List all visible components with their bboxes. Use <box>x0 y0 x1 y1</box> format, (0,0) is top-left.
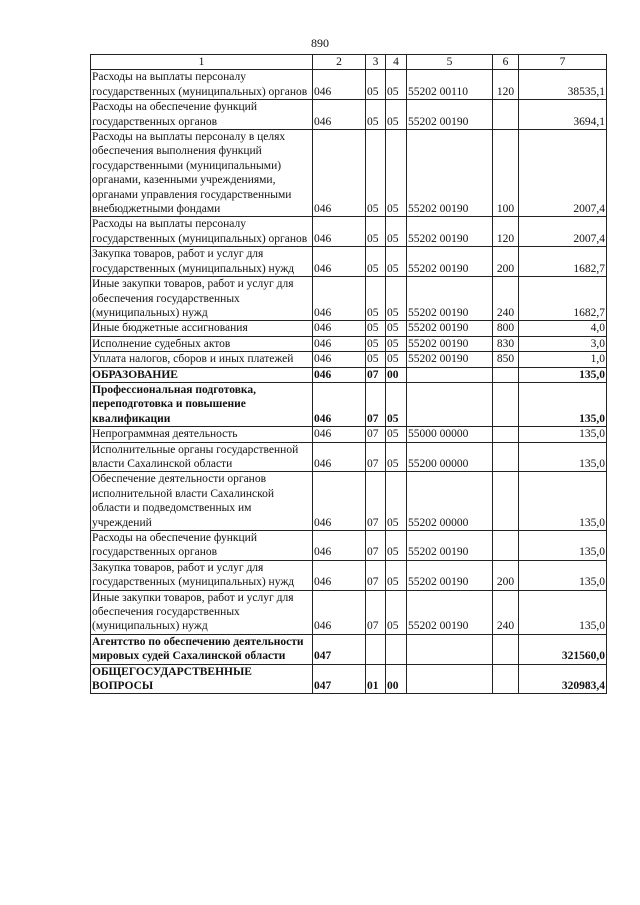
cell-target-article: 55202 00000 <box>407 472 493 531</box>
cell-target-article: 55000 00000 <box>407 427 493 442</box>
cell-expense-type <box>493 634 519 664</box>
table-row <box>91 664 607 694</box>
cell-section: 05 <box>366 336 386 351</box>
cell-name: Непрограммная деятельность <box>91 427 313 442</box>
cell-ministry-code: 046 <box>313 531 366 561</box>
cell-name: Закупка товаров, работ и услуг для государственных (муниципальных) нужд <box>91 247 313 277</box>
cell-amount: 135,0 <box>519 442 607 472</box>
cell-amount: 135,0 <box>519 472 607 531</box>
table-row <box>91 382 607 426</box>
cell-subsection: 05 <box>386 560 407 590</box>
cell-expense-type <box>493 664 519 694</box>
cell-name: Обеспечение деятельности органов исполнительной власти Сахалинской области и подведомственных им учреждений <box>91 472 313 531</box>
cell-target-article: 55202 00110 <box>407 70 493 100</box>
cell-name: Профессиональная подготовка, переподготовка и повышение квалификации <box>91 382 313 426</box>
cell-expense-type: 200 <box>493 247 519 277</box>
cell-ministry-code: 047 <box>313 634 366 664</box>
cell-section: 07 <box>366 560 386 590</box>
cell-name: Расходы на выплаты персоналу в целях обеспечения выполнения функций государственными (муниципальными) органами, казенными учреждениями, органами управления государственными внебюджетными фондами <box>91 130 313 217</box>
cell-subsection: 05 <box>386 277 407 321</box>
cell-expense-type <box>493 100 519 130</box>
cell-subsection: 05 <box>386 130 407 217</box>
table-row <box>91 427 607 442</box>
cell-ministry-code: 046 <box>313 442 366 472</box>
cell-amount: 135,0 <box>519 427 607 442</box>
cell-target-article <box>407 664 493 694</box>
cell-ministry-code: 046 <box>313 560 366 590</box>
cell-amount: 135,0 <box>519 560 607 590</box>
cell-section: 07 <box>366 382 386 426</box>
header-row <box>91 55 607 70</box>
cell-amount: 2007,4 <box>519 217 607 247</box>
table-row <box>91 247 607 277</box>
cell-amount: 2007,4 <box>519 130 607 217</box>
header-col-2: 2 <box>313 55 366 70</box>
cell-amount: 38535,1 <box>519 70 607 100</box>
cell-name: Исполнительные органы государственной власти Сахалинской области <box>91 442 313 472</box>
cell-amount: 135,0 <box>519 382 607 426</box>
cell-name: Иные закупки товаров, работ и услуг для обеспечения государственных (муниципальных) нужд <box>91 277 313 321</box>
cell-amount: 1682,7 <box>519 277 607 321</box>
cell-section: 07 <box>366 427 386 442</box>
cell-name: Иные закупки товаров, работ и услуг для обеспечения государственных (муниципальных) нужд <box>91 590 313 634</box>
cell-target-article: 55202 00190 <box>407 321 493 336</box>
table-row <box>91 472 607 531</box>
cell-expense-type: 120 <box>493 70 519 100</box>
header-col-7: 7 <box>519 55 607 70</box>
table-row <box>91 130 607 217</box>
cell-amount: 320983,4 <box>519 664 607 694</box>
header-col-5: 5 <box>407 55 493 70</box>
cell-target-article: 55202 00190 <box>407 352 493 367</box>
cell-ministry-code: 046 <box>313 247 366 277</box>
table-row <box>91 590 607 634</box>
cell-target-article: 55202 00190 <box>407 590 493 634</box>
cell-name: Агентство по обеспечению деятельности мировых судей Сахалинской области <box>91 634 313 664</box>
cell-name: Закупка товаров, работ и услуг для государственных (муниципальных) нужд <box>91 560 313 590</box>
cell-subsection: 05 <box>386 217 407 247</box>
table-row <box>91 336 607 351</box>
header-col-1: 1 <box>91 55 313 70</box>
cell-target-article: 55202 00190 <box>407 247 493 277</box>
cell-expense-type: 200 <box>493 560 519 590</box>
cell-ministry-code: 046 <box>313 70 366 100</box>
cell-target-article: 55202 00190 <box>407 560 493 590</box>
cell-ministry-code: 046 <box>313 382 366 426</box>
table-row <box>91 560 607 590</box>
cell-ministry-code: 047 <box>313 664 366 694</box>
cell-target-article: 55200 00000 <box>407 442 493 472</box>
cell-ministry-code: 046 <box>313 427 366 442</box>
cell-name: ОБРАЗОВАНИЕ <box>91 367 313 382</box>
cell-subsection: 05 <box>386 100 407 130</box>
cell-target-article: 55202 00190 <box>407 217 493 247</box>
cell-expense-type: 850 <box>493 352 519 367</box>
cell-subsection <box>386 634 407 664</box>
cell-expense-type: 240 <box>493 277 519 321</box>
cell-name: Исполнение судебных актов <box>91 336 313 351</box>
cell-name: Расходы на выплаты персоналу государственных (муниципальных) органов <box>91 70 313 100</box>
cell-expense-type: 240 <box>493 590 519 634</box>
cell-section: 05 <box>366 277 386 321</box>
cell-target-article: 55202 00190 <box>407 277 493 321</box>
header-col-6: 6 <box>493 55 519 70</box>
cell-subsection: 05 <box>386 590 407 634</box>
cell-amount: 135,0 <box>519 367 607 382</box>
cell-ministry-code: 046 <box>313 217 366 247</box>
cell-subsection: 00 <box>386 367 407 382</box>
cell-section: 05 <box>366 70 386 100</box>
cell-ministry-code: 046 <box>313 100 366 130</box>
cell-ministry-code: 046 <box>313 352 366 367</box>
cell-expense-type <box>493 382 519 426</box>
cell-subsection: 05 <box>386 336 407 351</box>
cell-subsection: 05 <box>386 382 407 426</box>
table-row <box>91 634 607 664</box>
cell-section: 07 <box>366 472 386 531</box>
cell-name: Уплата налогов, сборов и иных платежей <box>91 352 313 367</box>
cell-section: 05 <box>366 247 386 277</box>
header-col-4: 4 <box>386 55 407 70</box>
budget-table <box>90 54 607 694</box>
cell-section: 05 <box>366 321 386 336</box>
table-row <box>91 367 607 382</box>
cell-amount: 4,0 <box>519 321 607 336</box>
cell-target-article <box>407 634 493 664</box>
table-row <box>91 321 607 336</box>
table-row <box>91 352 607 367</box>
cell-subsection: 05 <box>386 70 407 100</box>
table-row <box>91 70 607 100</box>
cell-section: 07 <box>366 367 386 382</box>
cell-section: 07 <box>366 442 386 472</box>
cell-target-article: 55202 00190 <box>407 130 493 217</box>
cell-amount: 135,0 <box>519 590 607 634</box>
cell-subsection: 05 <box>386 321 407 336</box>
cell-ministry-code: 046 <box>313 336 366 351</box>
cell-section: 05 <box>366 352 386 367</box>
cell-subsection: 00 <box>386 664 407 694</box>
cell-name: Расходы на обеспечение функций государственных органов <box>91 531 313 561</box>
table-row <box>91 100 607 130</box>
cell-expense-type <box>493 472 519 531</box>
cell-amount: 3,0 <box>519 336 607 351</box>
cell-name: Расходы на обеспечение функций государственных органов <box>91 100 313 130</box>
cell-target-article <box>407 367 493 382</box>
cell-amount: 321560,0 <box>519 634 607 664</box>
table-row <box>91 277 607 321</box>
cell-name: Расходы на выплаты персоналу государственных (муниципальных) органов <box>91 217 313 247</box>
header-col-3: 3 <box>366 55 386 70</box>
cell-expense-type: 830 <box>493 336 519 351</box>
cell-name: ОБЩЕГОСУДАРСТВЕННЫЕ ВОПРОСЫ <box>91 664 313 694</box>
cell-expense-type: 800 <box>493 321 519 336</box>
cell-section: 01 <box>366 664 386 694</box>
cell-subsection: 05 <box>386 472 407 531</box>
cell-expense-type <box>493 427 519 442</box>
cell-amount: 135,0 <box>519 531 607 561</box>
cell-section: 07 <box>366 531 386 561</box>
cell-target-article: 55202 00190 <box>407 336 493 351</box>
table-row <box>91 531 607 561</box>
cell-amount: 1682,7 <box>519 247 607 277</box>
cell-subsection: 05 <box>386 247 407 277</box>
cell-section: 07 <box>366 590 386 634</box>
cell-ministry-code: 046 <box>313 367 366 382</box>
cell-section: 05 <box>366 130 386 217</box>
cell-amount: 1,0 <box>519 352 607 367</box>
cell-section: 05 <box>366 100 386 130</box>
cell-target-article: 55202 00190 <box>407 100 493 130</box>
cell-section <box>366 634 386 664</box>
page-number: 890 <box>311 36 329 50</box>
cell-expense-type <box>493 367 519 382</box>
table-row <box>91 217 607 247</box>
cell-ministry-code: 046 <box>313 472 366 531</box>
cell-name: Иные бюджетные ассигнования <box>91 321 313 336</box>
cell-target-article: 55202 00190 <box>407 531 493 561</box>
table-body <box>91 70 607 694</box>
cell-ministry-code: 046 <box>313 590 366 634</box>
cell-section: 05 <box>366 217 386 247</box>
table-row <box>91 442 607 472</box>
cell-ministry-code: 046 <box>313 277 366 321</box>
cell-ministry-code: 046 <box>313 321 366 336</box>
cell-subsection: 05 <box>386 427 407 442</box>
cell-subsection: 05 <box>386 442 407 472</box>
cell-target-article <box>407 382 493 426</box>
cell-amount: 3694,1 <box>519 100 607 130</box>
cell-expense-type: 100 <box>493 130 519 217</box>
cell-subsection: 05 <box>386 531 407 561</box>
cell-expense-type: 120 <box>493 217 519 247</box>
cell-subsection: 05 <box>386 352 407 367</box>
cell-expense-type <box>493 442 519 472</box>
cell-expense-type <box>493 531 519 561</box>
cell-ministry-code: 046 <box>313 130 366 217</box>
